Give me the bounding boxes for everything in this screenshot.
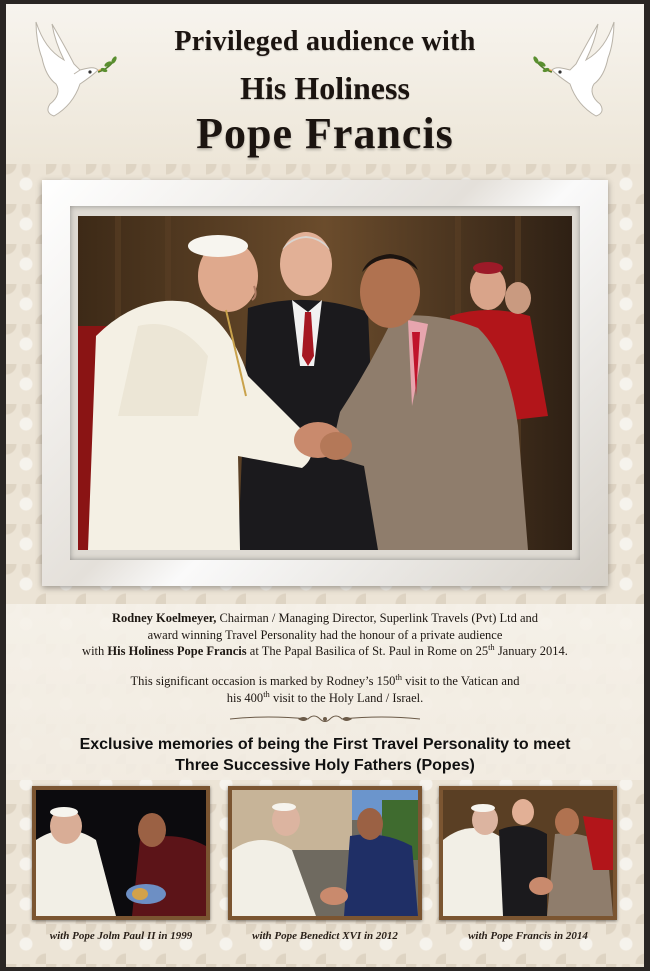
poster	[6, 4, 644, 967]
intro-date-text: January 2014.	[494, 644, 568, 658]
main-photo-frame	[42, 180, 608, 586]
ordinal-sup: th	[395, 672, 403, 682]
headline-line-2: Three Successive Holy Fathers (Popes)	[175, 757, 475, 774]
intro-line-1-text: Chairman / Managing Director, Superlink Travels (Pvt) Ltd and	[216, 611, 539, 625]
intro-paragraph	[6, 610, 644, 660]
title-line-3: Pope Francis	[196, 109, 454, 158]
main-photo-mat	[70, 206, 580, 560]
caption-2014: with Pope Francis in 2014	[468, 930, 588, 942]
thumbnail-photo-2012	[228, 786, 422, 920]
intro-line-3-text: at The Papal Basilica of St. Paul in Rome on 25	[246, 644, 489, 658]
pope-title-text: His Holiness Pope Francis	[107, 644, 247, 658]
caption-2012: with Pope Benedict XVI in 2012	[252, 930, 398, 942]
occasion-line-2	[6, 690, 644, 707]
intro-line-3	[6, 643, 644, 660]
thumbnail-image	[232, 790, 418, 916]
ordinal-sup: th	[263, 688, 270, 699]
thumbnail-image	[36, 790, 206, 916]
main-photo	[78, 216, 572, 550]
occasion-text-4: visit to the Holy Land / Israel.	[269, 690, 424, 705]
occasion-text-3: his 400	[226, 690, 264, 705]
title-line-2: His Holiness	[240, 70, 410, 106]
thumbnail-image	[443, 790, 613, 916]
occasion-paragraph	[6, 673, 644, 706]
thumbnail-photo-2014	[439, 786, 617, 920]
occasion-text-2: visit to the Vatican and	[402, 674, 520, 688]
flourish-divider	[228, 712, 422, 726]
name-text: Rodney Koelmeyer,	[111, 611, 217, 625]
intro-with-text: with	[82, 644, 108, 658]
occasion-line-1	[6, 673, 644, 690]
thumbnail-photo-1999	[32, 786, 210, 920]
ordinal-sup: th	[488, 642, 495, 652]
title-line-1: Privileged audience with	[174, 26, 476, 57]
occasion-text-1: This significant occasion is marked by Rodney’s 150	[130, 674, 396, 688]
intro-line-1	[6, 610, 644, 627]
caption-1999: with Pope Jolm Paul II in 1999	[49, 930, 193, 942]
intro-line-2: award winning Travel Personality had the honour of a private audience	[147, 627, 503, 642]
headline-line-1: Exclusive memories of being the First Travel Personality to meet	[79, 736, 571, 753]
